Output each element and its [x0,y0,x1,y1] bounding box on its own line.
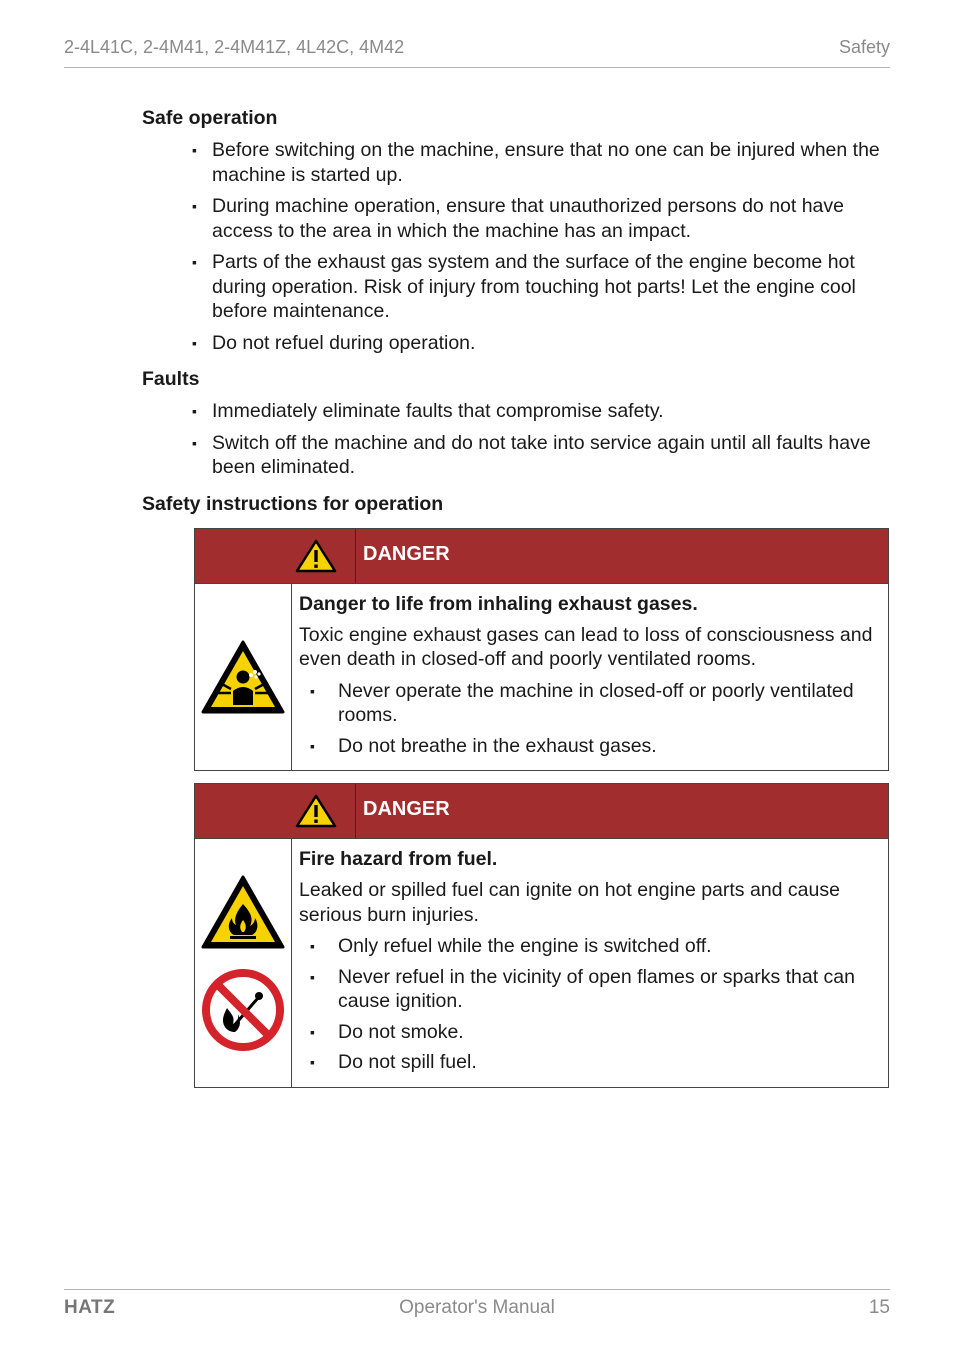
danger-headline: Fire hazard from fuel. [299,848,498,870]
heading-safe-operation: Safe operation [142,107,278,129]
bullet-icon: ▪ [310,968,315,985]
danger-description: Toxic engine exhaust gases can lead to loss of consciousness and even death in closed-off and poorly ventilated rooms. [299,623,873,670]
footer-brand-logo: HATZ [64,1297,116,1318]
no-open-flame-icon [201,968,285,1052]
bullet-icon: ▪ [310,737,315,754]
toxic-gas-warning-icon [200,639,286,715]
main-content [142,106,890,1100]
list-item: ▪ Immediately eliminate faults that compromise safety. [192,400,664,422]
warning-triangle-icon [295,794,337,828]
danger-bar [195,784,888,839]
danger-label: DANGER [363,542,450,565]
list-item: ▪ Do not refuel during operation. [192,331,476,354]
bullet-icon: ▪ [192,434,197,451]
bullet-icon: ▪ [310,1054,315,1070]
danger-body [195,584,888,771]
bullet-icon: ▪ [310,682,315,699]
danger-headline: Danger to life from inhaling exhaust gases. [299,592,698,615]
danger-description: Leaked or spilled fuel can ignite on hot engine parts and cause serious burn injuries. [299,879,840,926]
danger-box-exhaust [194,528,889,772]
danger-text [292,839,888,1087]
danger-icon-column [195,584,292,771]
danger-icon-column [195,839,292,1087]
danger-box-fuel [194,783,889,1088]
flammable-warning-icon [200,874,286,950]
bullet-icon: ▪ [192,142,197,158]
faults-list [142,399,890,480]
bullet-icon: ▪ [192,334,197,351]
danger-measures-list [299,934,880,1075]
footer-title: Operator's Manual [399,1297,555,1318]
heading-faults: Faults [142,368,200,390]
safe-operation-list [142,138,890,355]
list-item: ▪ Switch off the machine and do not take into service again until all faults have been eliminated. [192,431,871,478]
danger-bar-divider [355,784,356,838]
bullet-icon: ▪ [192,403,197,419]
list-item: ▪ Before switching on the machine, ensure that no one can be injured when the machine is started up. [192,139,880,186]
bullet-icon: ▪ [192,254,197,270]
list-item: ▪ Parts of the exhaust gas system and the surface of the engine become hot during operation. Risk of injury from touching hot parts! Let the engine cool before maintenance. [192,251,856,322]
list-item: ▪ During machine operation, ensure that unauthorized persons do not have access to the area in which the machine has an impact. [192,195,844,242]
list-item: ▪ Only refuel while the engine is switched off. [310,935,712,957]
bullet-icon: ▪ [192,198,197,214]
header-section: Safety [838,37,890,57]
danger-measures-list [299,679,880,759]
header-divider [64,67,890,68]
danger-bar-divider [355,529,356,583]
list-item: ▪ Never operate the machine in closed-off or poorly ventilated rooms. [310,679,854,726]
heading-safety-instructions: Safety instructions for operation [142,492,444,515]
list-item: ▪ Do not smoke. [310,1020,464,1043]
danger-bar [195,529,888,584]
danger-text [292,584,888,771]
danger-label: DANGER [363,798,450,820]
warning-triangle-icon [295,539,337,573]
list-item: ▪ Never refuel in the vicinity of open flames or sparks that can cause ignition. [310,965,855,1012]
bullet-icon: ▪ [310,938,315,954]
list-item: ▪ Do not spill fuel. [310,1051,477,1073]
footer-divider [64,1289,890,1290]
header-models: 2-4L41C, 2-4M41, 2-4M41Z, 4L42C, 4M42 [64,37,405,57]
page-number: 15 [868,1297,890,1318]
danger-body [195,839,888,1087]
list-item: ▪ Do not breathe in the exhaust gases. [310,734,657,757]
bullet-icon: ▪ [310,1023,315,1040]
